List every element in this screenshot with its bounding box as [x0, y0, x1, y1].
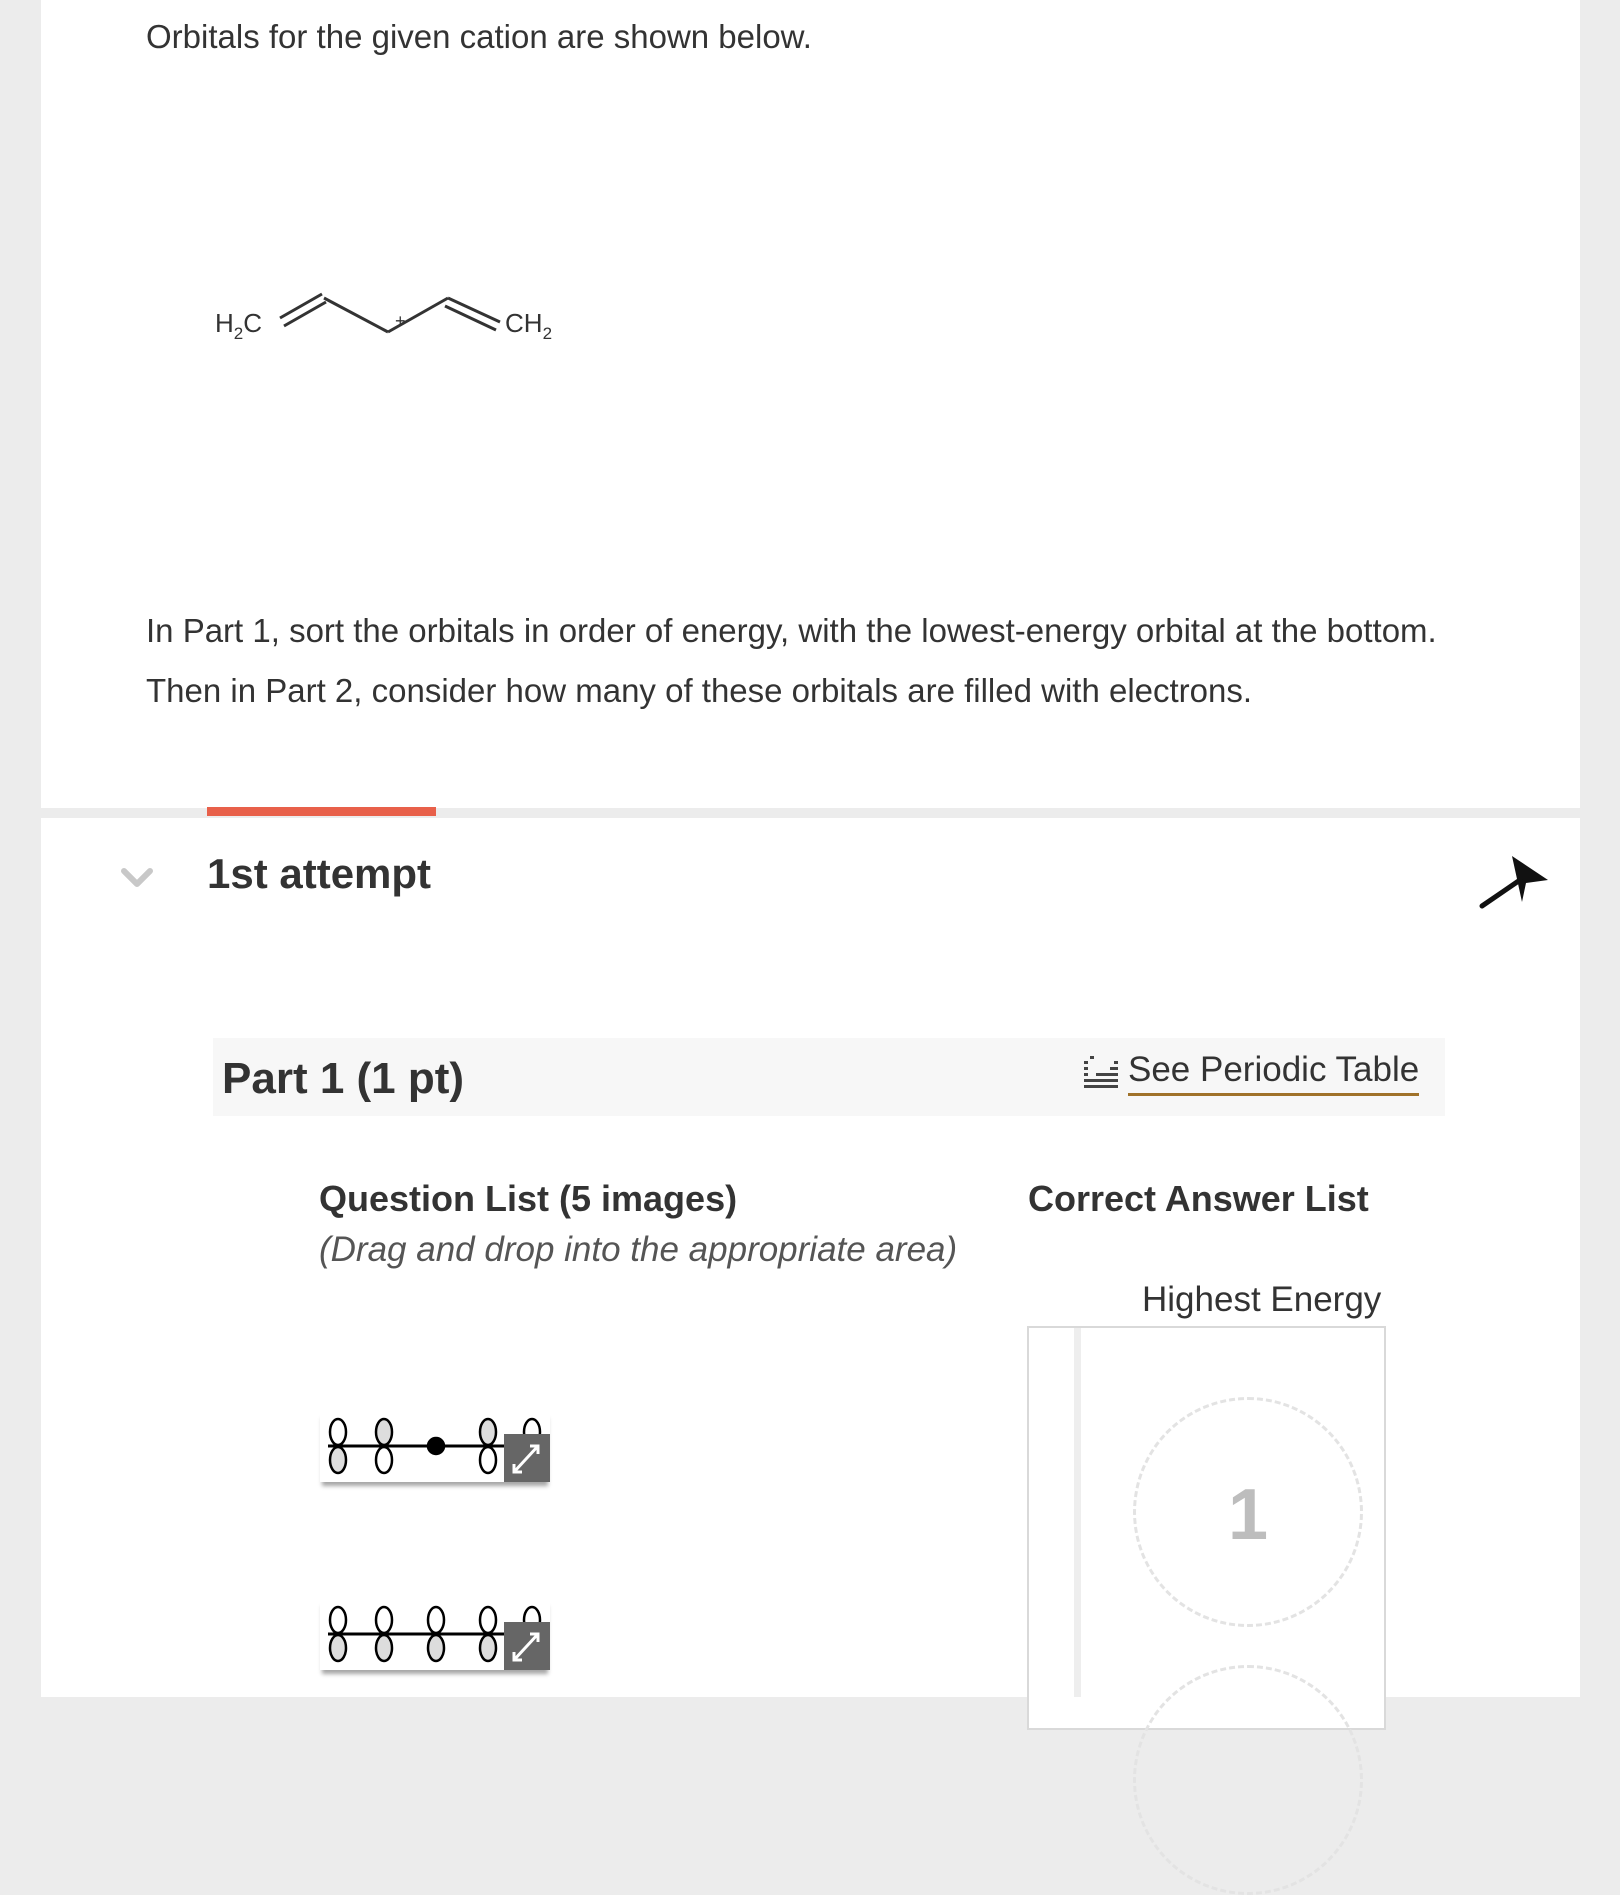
- answer-slot[interactable]: [1133, 1665, 1363, 1895]
- answer-rail: [1074, 1328, 1081, 1697]
- intro-text: Orbitals for the given cation are shown below.: [146, 18, 812, 55]
- highest-energy-label: Highest Energy: [1142, 1280, 1382, 1319]
- cation-structure: [205, 260, 585, 380]
- part-title: Part 1 (1 pt): [222, 1054, 465, 1103]
- periodic-table-label[interactable]: See Periodic Table: [1128, 1050, 1419, 1096]
- answer-slot[interactable]: [1133, 1397, 1363, 1627]
- ch2-label: $CH_2$: [505, 308, 553, 343]
- orbital-card[interactable]: [320, 1598, 550, 1670]
- question-list-title: Question List (5 images): [319, 1178, 738, 1219]
- instruction-line-2: Then in Part 2, consider how many of these orbitals are filled with electrons.: [146, 672, 1253, 709]
- attempt-indicator: [207, 807, 436, 816]
- chevron-down-icon[interactable]: [120, 865, 154, 891]
- h2c-label: $H_2C$: [215, 308, 263, 343]
- slot-number: 1: [1227, 1475, 1269, 1555]
- expand-icon[interactable]: [504, 1434, 550, 1482]
- correct-answer-list-title: Correct Answer List: [1028, 1178, 1369, 1219]
- instruction-line-1: In Part 1, sort the orbitals in order of energy, with the lowest-energy orbital at the bottom.: [146, 612, 1437, 649]
- see-periodic-table-link[interactable]: [1082, 1050, 1419, 1096]
- charge-label: +: [395, 311, 406, 331]
- question-list-hint: (Drag and drop into the appropriate area): [319, 1230, 958, 1269]
- periodic-table-icon: [1082, 1055, 1120, 1091]
- expand-icon[interactable]: [504, 1622, 550, 1670]
- attempt-title: 1st attempt: [207, 850, 432, 897]
- pin-icon[interactable]: [1478, 852, 1550, 910]
- orbital-card[interactable]: [320, 1410, 550, 1482]
